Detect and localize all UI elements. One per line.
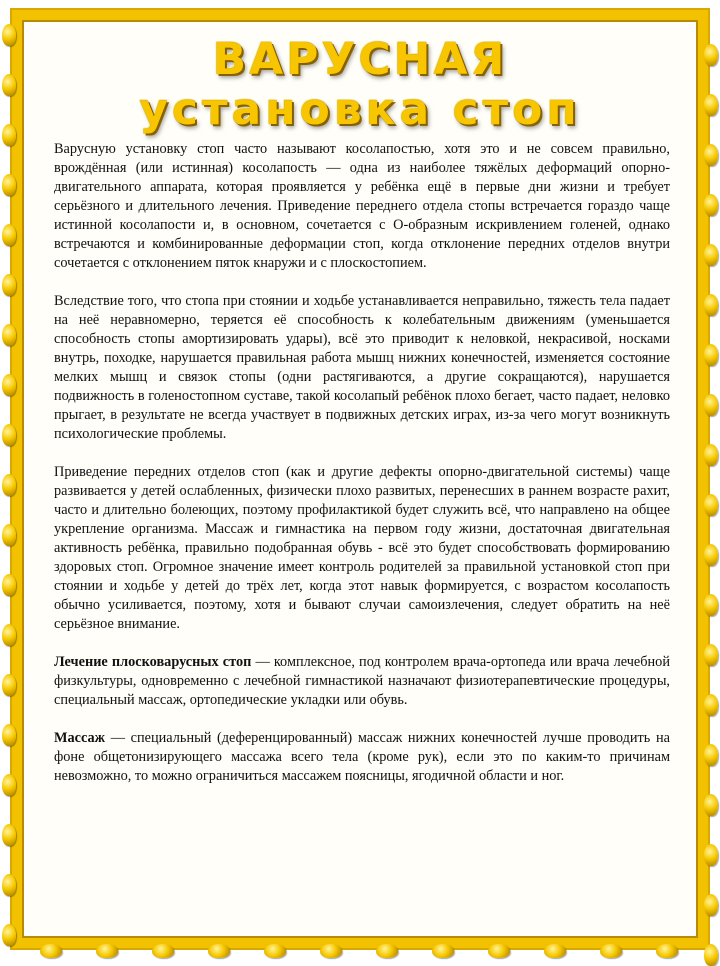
footprint-icon <box>704 594 718 616</box>
footprint-icon <box>704 644 718 666</box>
paragraph: Лечение плосковарусных стоп — комплексное, под контролем врача-ортопеда или врача лечебной физкультуры, одновременно с лечебной гимнастикой назначают физиотерапевтические процедуры, специальный массаж, ортопедические укладки или обувь. <box>54 654 670 708</box>
footprint-icon <box>704 394 718 416</box>
footprint-icon <box>2 224 16 246</box>
footprint-icon <box>656 944 678 958</box>
footprint-icon <box>2 774 16 796</box>
footprint-icon <box>2 874 16 896</box>
footprint-icon <box>704 744 718 766</box>
footprint-icon <box>704 144 718 166</box>
footprint-icon <box>2 624 16 646</box>
footprint-icon <box>704 694 718 716</box>
footprint-icon <box>40 944 62 958</box>
footprint-icon <box>704 344 718 366</box>
paragraph: Приведение передних отделов стоп (как и другие дефекты опорно-двигательной системы) чаще развивается у детей ослабленных, физически плохо развитых, перенесших в раннем возрасте рахит, часто и длительно болеющих, поэтому профилактикой будет служить всё, что направлено на общее укрепление организма. Массаж и гимнастика на первом году жизни, достаточная двигательная активность ребёнка, правильно подобранная обувь - всё это будет способствовать формированию здоровых стоп. Огромное значение имеет контроль родителей за правильной установкой стоп при стоянии и ходьбе у детей до трёх лет, когда этот навык формируется, с возрастом косолапость обычно усиливается, поэтому, хотя и бывают случаи самоизлечения, следует обратить на неё серьёзное внимание. <box>54 464 670 632</box>
footprint-icon <box>2 674 16 696</box>
footprint-icon <box>704 294 718 316</box>
footprint-icon <box>704 844 718 866</box>
footprint-icon <box>704 494 718 516</box>
footprint-icon <box>2 424 16 446</box>
footprint-icon <box>2 924 16 946</box>
footprint-icon <box>704 444 718 466</box>
footprint-icon <box>2 174 16 196</box>
footprint-icon <box>704 244 718 266</box>
footprint-icon <box>704 544 718 566</box>
footprint-icon <box>2 274 16 296</box>
paragraph: Вследствие того, что стопа при стоянии и ходьбе устанавливается неправильно, тяжесть тела падает на неё неравномерно, теряется её способность к колебательным движениям (уменьшается способность стопы амортизировать удары), всё это приводит к неловкой, некрасивой, носками внутрь, походке, нарушается правильная работа мышц нижних конечностей, изменяется состояние мелких мышц и связок стопы (одни растягиваются, а другие сокращаются), нарушается подвижность в голеностопном суставе, такой косолапый ребёнок плохо бегает, часто падает, неловко прыгает, в результате не всегда участвует в подвижных детских играх, из-за чего могут возникнуть психологические проблемы. <box>54 293 670 442</box>
footprint-icon <box>208 944 230 958</box>
footprint-icon <box>2 824 16 846</box>
footprint-icon <box>704 894 718 916</box>
page-title-line1: ВАРУСНАЯ <box>212 34 508 85</box>
footprint-icon <box>320 944 342 958</box>
footprint-icon <box>152 944 174 958</box>
footprint-icon <box>432 944 454 958</box>
heading-massage: Массаж <box>54 730 106 746</box>
footprint-icon <box>704 194 718 216</box>
footprint-icon <box>704 794 718 816</box>
paragraph: Массаж — специальный (деференцированный) массаж нижних конечностей лучше проводить на фоне общетонизирующего массажа всего тела (кроме рук), если это по каким-то причинам невозможно, то можно ограничиться массажем поясницы, ягодичной области и ног. <box>54 730 670 784</box>
footprint-icon <box>96 944 118 958</box>
footprint-icon <box>2 374 16 396</box>
footprint-icon <box>2 724 16 746</box>
footprint-icon <box>544 944 566 958</box>
article-body <box>54 140 670 805</box>
footprint-icon <box>2 474 16 496</box>
footprint-icon <box>2 524 16 546</box>
footprint-icon <box>376 944 398 958</box>
footprint-icon <box>2 324 16 346</box>
footprint-icon <box>600 944 622 958</box>
page-title-line2: установка стоп <box>139 84 581 135</box>
footprint-icon <box>488 944 510 958</box>
heading-treatment: Лечение плосковарусных стоп <box>54 654 252 670</box>
footprint-icon <box>2 574 16 596</box>
footprint-icon <box>704 944 718 966</box>
footprint-icon <box>264 944 286 958</box>
paragraph: Варусную установку стоп часто называют косолапостью, хотя это и не совсем правильно, врождённая (или истинная) косолапость — одна из наиболее тяжёлых деформаций опорно-двигательного аппарата, которая проявляется у ребёнка ещё в первые дни жизни и требует серьёзного и длительного лечения. Приведение переднего отдела стопы встречается гораздо чаще истинной косолапости и, в основном, сочетается с О-образным искривлением голеней, однако встречаются и комбинированные деформации стоп, когда отклонение передних отделов внутри сочетается с отклонением пяток кнаружи и с плоскостопием. <box>54 141 670 271</box>
